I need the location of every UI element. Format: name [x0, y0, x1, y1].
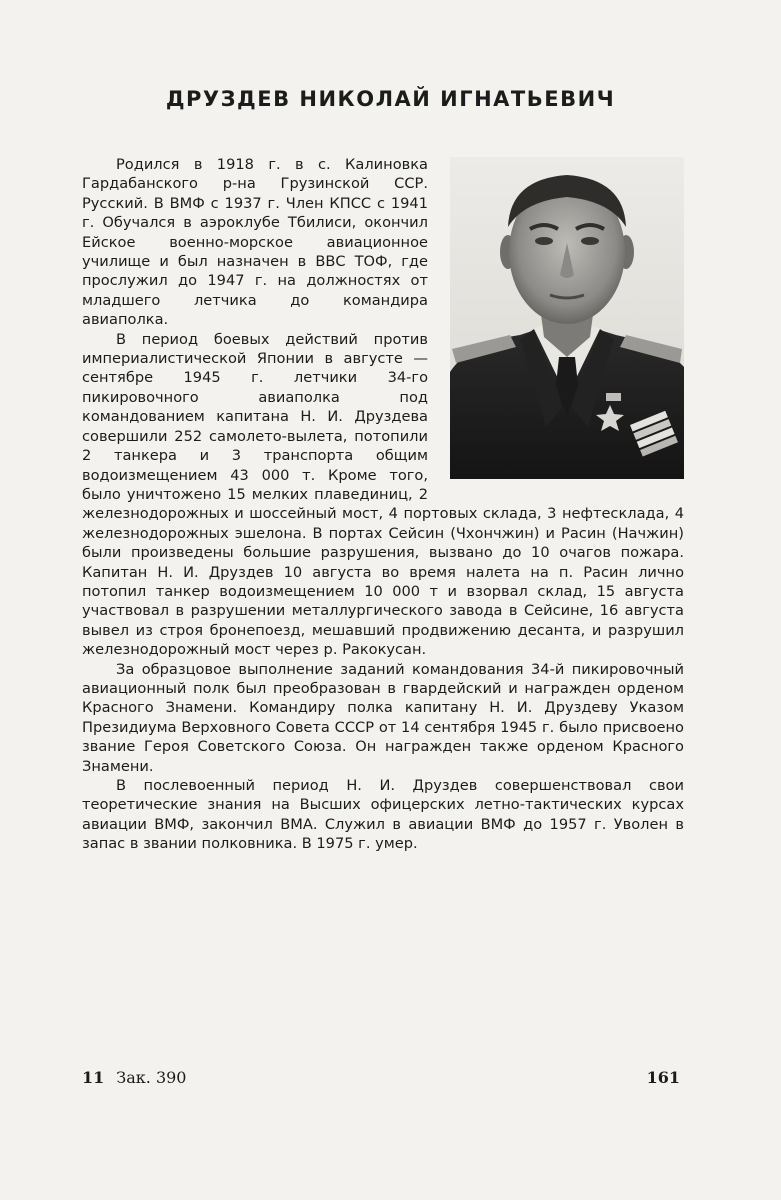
printer-signature: [82, 1068, 186, 1087]
page-footer: [82, 1068, 680, 1092]
signature-order: Зак. 390: [116, 1068, 187, 1087]
page-title: ДРУЗДЕВ НИКОЛАЙ ИГНАТЬЕВИЧ: [165, 87, 616, 112]
paragraph-war: В период боевых действий против империалистической Японии в августе — сентябре 1945 г. летчики 34-го пикировочного авиаполка под командованием капитана Н. И. Друздева совершили 252 самолето-вылета, потопили 2 танкера и 3 транспорта общим водоизмещением 43 000 т. Кроме того, было уничтожено 15 мелких плавединиц, 2 железнодорожных и шоссейный мост, 4 портовых склада, 3 нефтесклада, 4 железнодорожных эшелона. В портах Сейсин (Чхончжин) и Расин (Начжин) были произведены большие разрушения, вызвано до 10 очагов пожара. Капитан Н. И. Друздев 10 августа во время налета на п. Расин лично потопил танкер водоизмещением 10 000 т и взорвал склад, 15 августа участвовал в разрушении металлургического завода в Сейсине, 16 августа вывел из строя бронепоезд, мешавший продвижению десанта, и разрушил железнодорожный мост через р. Ракокусан.: [82, 330, 684, 659]
paragraph-postwar: В послевоенный период Н. И. Друздев совершенствовал свои теоретические знания на Высших офицерских летно-тактических курсах авиации ВМФ, закончил ВМА. Служил в авиации ВМФ до 1957 г. Уволен в запас в звании полковника. В 1975 г. умер.: [82, 777, 684, 853]
paragraph-birth: Родился в 1918 г. в с. Калиновка Гардабанского р-на Грузинской ССР. Русский. В ВМФ с 1937 г. Член КПСС с 1941 г. Обучался в аэроклубе Тбилиси, окончил Ейское военно-морское авиационное училище и был назначен в ВВС ТОФ, где прослужил до 1947 г. на должностях от младшего летчика до командира авиаполка.: [82, 156, 428, 329]
biography-text: [82, 155, 684, 854]
paragraph-award: За образцовое выполнение заданий командования 34-й пикировочный авиационный полк был преобразован в гвардейский и награжден орденом Красного Знамени. Командиру полка капитану Н. И. Друздеву Указом Президиума Верховного Совета СССР от 14 сентября 1945 г. было присвоено звание Героя Советского Союза. Он награжден также орденом Красного Знамени.: [82, 660, 684, 775]
signature-number: 11: [82, 1068, 105, 1087]
page-number: 161: [646, 1068, 680, 1087]
portrait-photo: [450, 157, 684, 479]
